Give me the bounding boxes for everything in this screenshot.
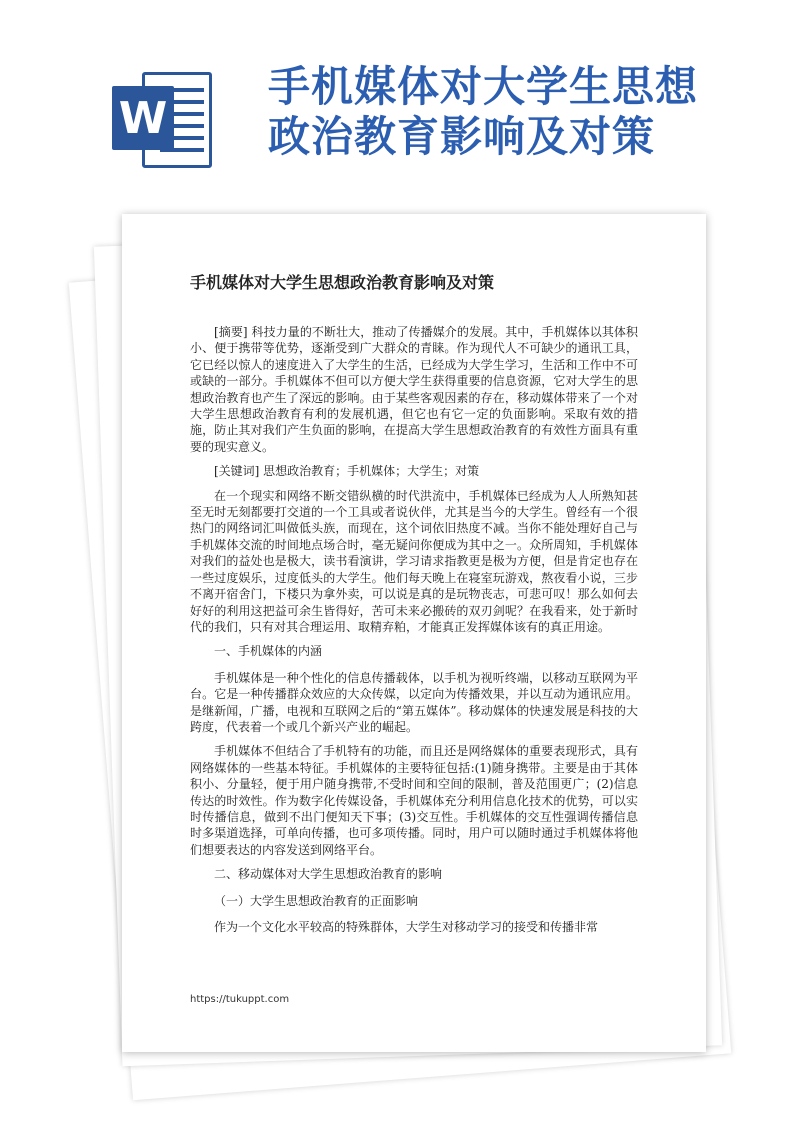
word-document-icon bbox=[108, 66, 216, 174]
document-page bbox=[122, 214, 706, 1052]
word-letter-badge: W bbox=[112, 86, 174, 150]
banner-title: 手机媒体对大学生思想政治教育影响及对策 bbox=[268, 62, 699, 161]
abstract-paragraph: [摘要] 科技力量的不断壮大，推动了传播媒介的发展。其中，手机媒体以其体积小、便于携带等优势，逐渐受到广大群众的青睐。作为现代人不可缺少的通讯工具，它已经以惊人的速度进入了大学生的生活，已经成为大学生学习，生活和工作中不可或缺的一部分。手机媒体不但可以方便大学生获得重要的信息资源，它对大学生的思想政治教育也产生了深远的影响。由于某些客观因素的存在，移动媒体带来了一个对大学生思想政治教育有利的发展机遇，但它也有它一定的负面影响。采取有效的措施，防止其对我们产生负面的影响，在提高大学生思想政治教育的有效性方面具有重要的现实意义。 bbox=[190, 325, 638, 454]
section-1-paragraph-1: 手机媒体是一种个性化的信息传播载体，以手机为视听终端，以移动互联网为平台。它是一种传播群众效应的大众传媒，以定向为传播效果，并以互动为通讯应用。是继新闻，广播，电视和互联网之后的“第五媒体”。移动媒体的快速发展是科技的大跨度，代表着一个或几个新兴产业的崛起。 bbox=[190, 670, 638, 734]
document-title: 手机媒体对大学生思想政治教育影响及对策 bbox=[190, 273, 495, 292]
footer-url: https://tukuppt.com bbox=[190, 994, 290, 1005]
section-1-heading: 一、手机媒体的内涵 bbox=[214, 644, 323, 659]
section-2-paragraph-1: 作为一个文化水平较高的特殊群体，大学生对移动学习的接受和传播非常 bbox=[214, 920, 599, 934]
document-body bbox=[190, 272, 638, 943]
section-2-subheading: （一）大学生思想政治教育的正面影响 bbox=[214, 893, 419, 908]
section-1-paragraph-2: 手机媒体不但结合了手机特有的功能，而且还是网络媒体的重要表现形式，具有网络媒体的一些基本特征。手机媒体的主要特征包括:(1)随身携带。主要是由于其体积小、分量轻，便于用户随身携带,不受时间和空间的限制，普及范围更广；(2)信息传达的时效性。作为数字化传媒设备，手机媒体充分利用信息化技术的优势，可以实时传播信息，做到不出门便知天下事；(3)交互性。手机媒体的交互性强调传播信息时多渠道选择，可单向传播，也可多项传播。同时，用户可以随时通过手机媒体将他们想要表达的内容发送到网络平台。 bbox=[190, 744, 638, 857]
keywords-paragraph: [关键词] 思想政治教育；手机媒体；大学生；对策 bbox=[214, 464, 480, 479]
banner bbox=[0, 0, 800, 200]
intro-paragraph: 在一个现实和网络不断交错纵横的时代洪流中，手机媒体已经成为人人所熟知甚至无时无刻都要打交道的一个工具或者说伙伴，尤其是当今的大学生。曾经有一个很热门的网络词汇叫做低头族，而现在，这个词依旧热度不减。当你不能处理好自己与手机媒体交流的时间地点场合时，毫无疑问你便成为其中之一。众所周知，手机媒体对我们的益处也是极大，读书看演讲，学习请求指教更是极为方便，但是肯定也存在一些过度娱乐，过度低头的大学生。他们每天晚上在寝室玩游戏，熬夜看小说，三步不离开宿舍门，下楼只为拿外卖，可以说是真的是玩物丧志，可悲可叹！那么如何去好好的利用这把益可余生皆得好，苦可未来必搬砖的双刃剑呢？在我看来，处于新时代的我们，只有对其合理运用、取精弃粕，才能真正发挥媒体该有的真正用途。 bbox=[190, 488, 638, 634]
section-2-heading: 二、移动媒体对大学生思想政治教育的影响 bbox=[214, 867, 443, 882]
